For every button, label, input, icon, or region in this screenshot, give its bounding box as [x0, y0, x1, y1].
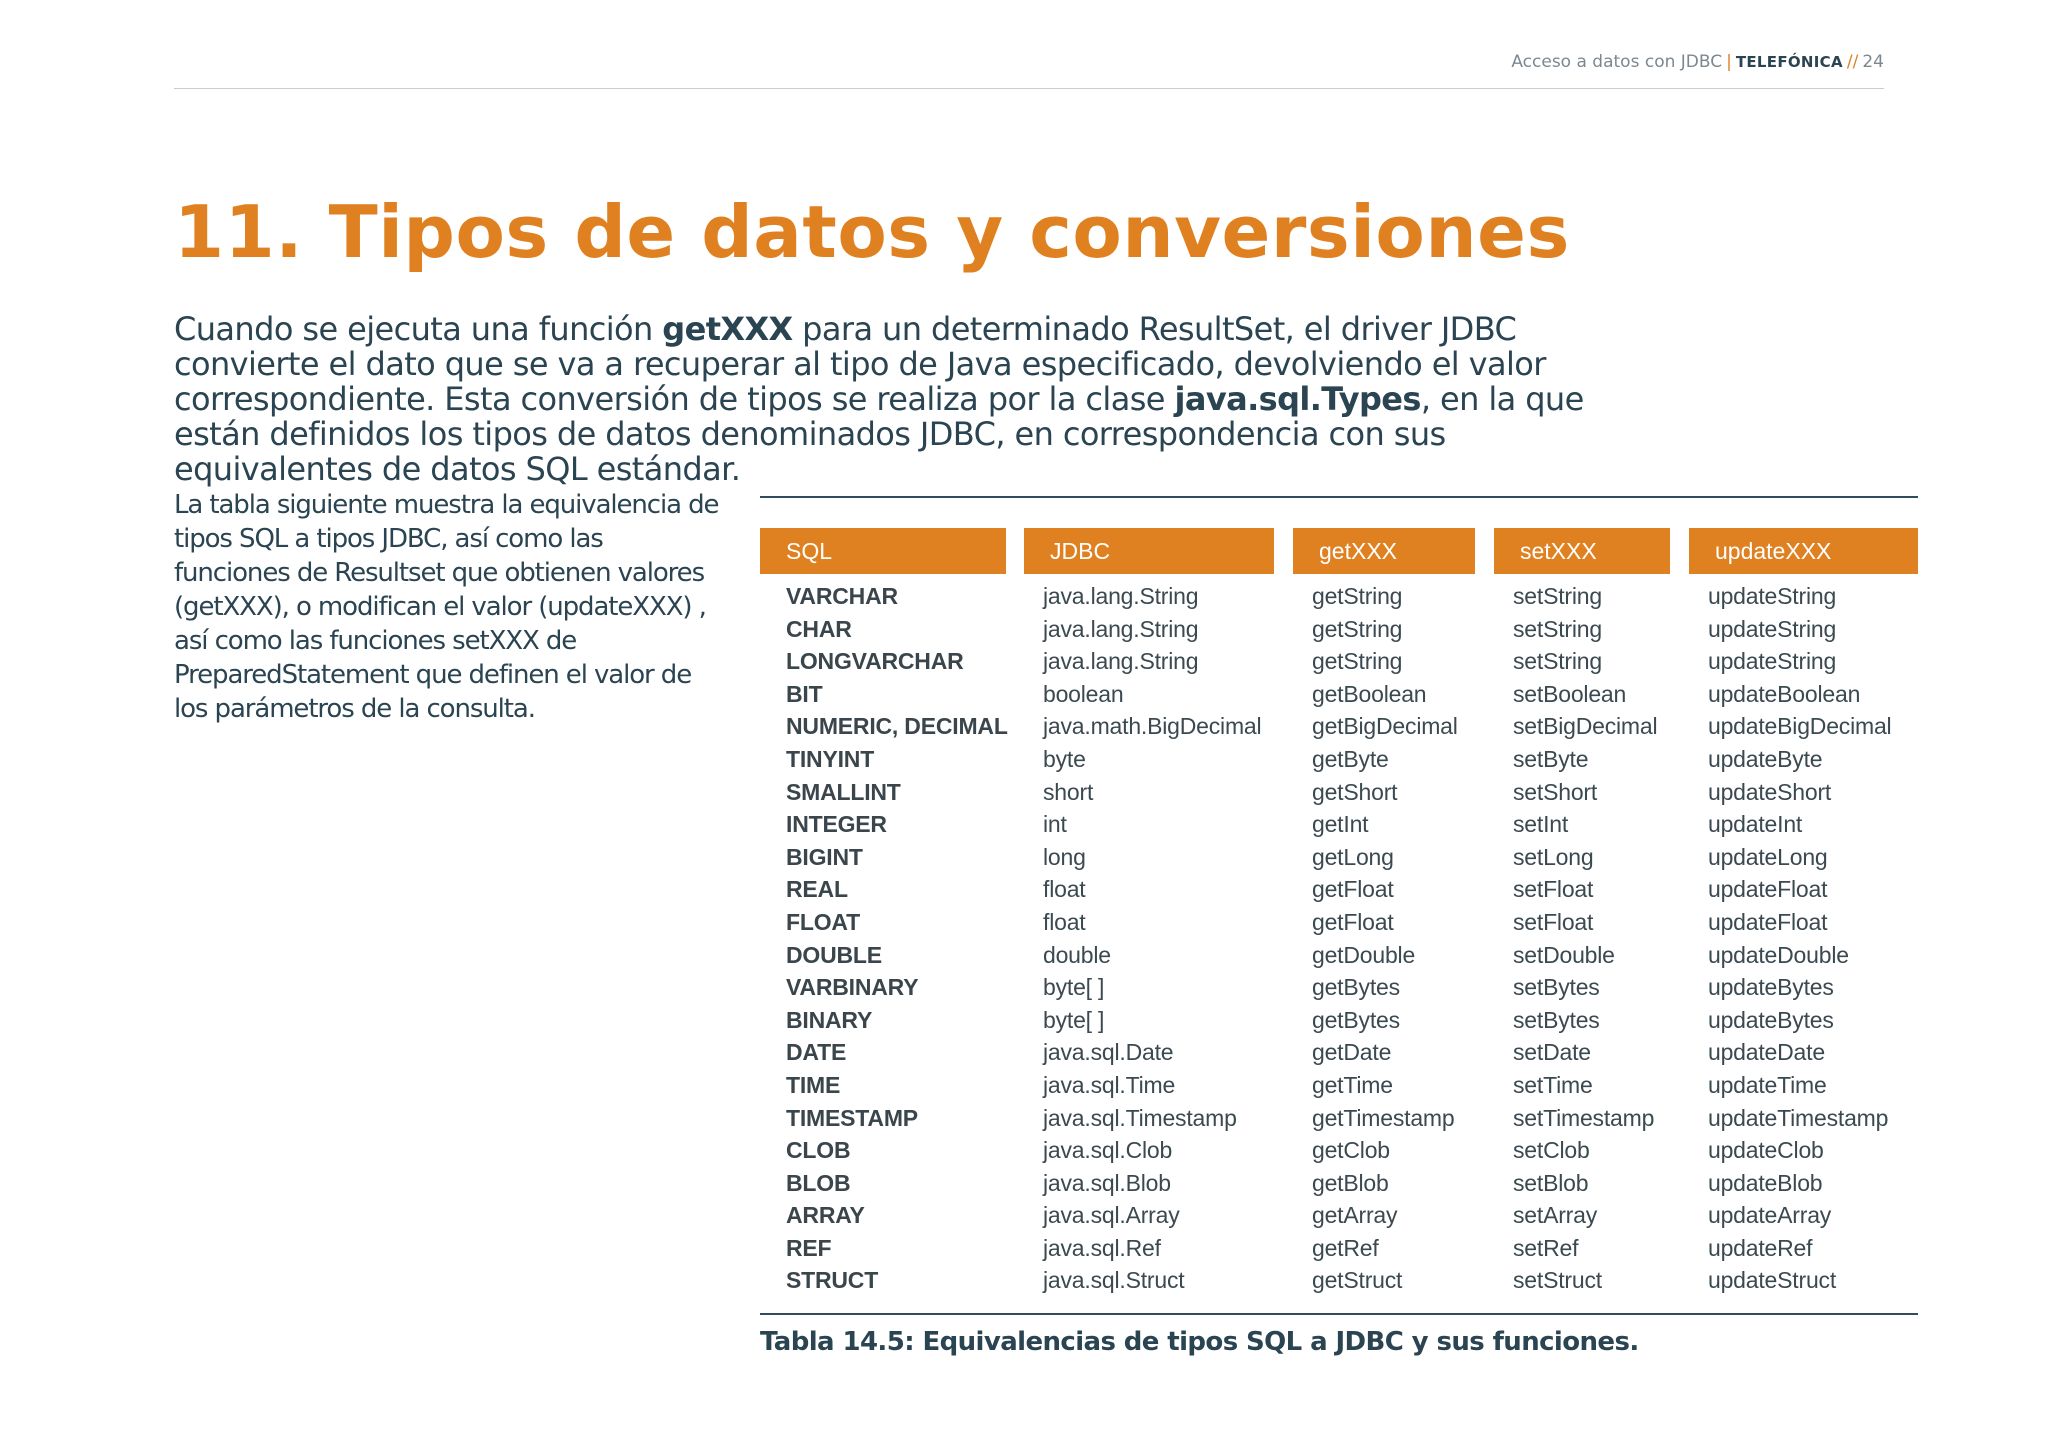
table-cell-update: updateBoolean [1708, 680, 1861, 707]
column-getxxx [1312, 580, 1458, 1297]
table-cell-update: updateStruct [1708, 1267, 1837, 1294]
table-cell-set: setArray [1513, 1202, 1598, 1229]
table-cell-get: getBoolean [1312, 680, 1427, 707]
table-cell-get: getBlob [1312, 1169, 1389, 1196]
table-cell-jdbc: java.math.BigDecimal [1043, 713, 1262, 740]
table-cell-set: setBytes [1513, 1006, 1600, 1033]
table-cell-update: updateBytes [1708, 1006, 1834, 1033]
table-cell-get: getBigDecimal [1312, 713, 1458, 740]
table-cell-jdbc: java.sql.Array [1043, 1202, 1180, 1229]
table-cell-sql: INTEGER [786, 811, 887, 838]
table-cell-set: setDate [1513, 1039, 1591, 1066]
intro-bold-java-sql-types: java.sql.Types [1174, 380, 1421, 418]
table-cell-set: setStruct [1513, 1267, 1602, 1294]
table-cell-get: getTime [1312, 1071, 1393, 1098]
table-cell-update: updateTimestamp [1708, 1104, 1889, 1131]
side-paragraph: La tabla siguiente muestra la equivalencia de tipos SQL a tipos JDBC, así como las funciones de Resultset que obtienen valores (getXXX), o modifican el valor (updateXXX) , así como las funciones setXXX de PreparedStatement que definen el valor de los parámetros de la consulta. [174, 490, 719, 724]
table-cell-update: updateDate [1708, 1039, 1825, 1066]
table-cell-update: updateTime [1708, 1071, 1827, 1098]
table-cell-sql: STRUCT [786, 1267, 879, 1294]
table-cell-get: getLong [1312, 843, 1394, 870]
header-cell-sql: SQL [760, 528, 1006, 574]
table-cell-jdbc: byte[ ] [1043, 1006, 1105, 1033]
table-cell-jdbc: boolean [1043, 680, 1124, 707]
table-cell-sql: SMALLINT [786, 778, 901, 805]
table-cell-jdbc: java.lang.String [1043, 583, 1199, 609]
page-header [174, 48, 1884, 89]
table-cell-update: updateShort [1708, 778, 1832, 805]
column-jdbc [1043, 580, 1261, 1297]
header-doc-title: Acceso a datos con JDBC [1511, 52, 1723, 72]
table-cell-set: setInt [1513, 811, 1569, 838]
table-cell-update: updateString [1708, 583, 1837, 609]
table-cell-update: updateString [1708, 615, 1837, 642]
table-cell-set: setBytes [1513, 974, 1600, 1001]
intro-text-1: Cuando se ejecuta una función [174, 310, 663, 348]
table-cell-update: updateArray [1708, 1202, 1832, 1229]
table-cell-jdbc: short [1043, 778, 1094, 805]
table-cell-sql: LONGVARCHAR [786, 648, 964, 675]
table-cell-get: getBytes [1312, 974, 1400, 1001]
table-cell-get: getClob [1312, 1137, 1390, 1164]
table-cell-sql: BINARY [786, 1006, 873, 1033]
column-sql [786, 580, 1008, 1297]
intro-paragraph [174, 312, 1614, 487]
table-cell-set: setString [1513, 583, 1602, 609]
table-cell-jdbc: java.lang.String [1043, 648, 1199, 675]
intro-bold-getxxx: getXXX [662, 310, 793, 348]
header-cell-updatexxx: updateXXX [1689, 528, 1918, 574]
table-cell-get: getStruct [1312, 1267, 1403, 1294]
table-cell-sql: BIT [786, 680, 823, 707]
table-cell-set: setRef [1513, 1234, 1579, 1261]
table-cell-set: setByte [1513, 745, 1589, 772]
table-cell-get: getString [1312, 615, 1403, 642]
table-cell-sql: DOUBLE [786, 941, 882, 968]
table-cell-get: getShort [1312, 778, 1398, 805]
table-cell-sql: TINYINT [786, 745, 875, 772]
table-cell-jdbc: java.sql.Date [1043, 1039, 1174, 1066]
header-separator: | [1726, 52, 1732, 72]
table-cell-set: setFloat [1513, 908, 1594, 935]
table-cell-sql: BIGINT [786, 843, 863, 870]
table-cell-set: setString [1513, 615, 1602, 642]
table-cell-update: updateBytes [1708, 974, 1834, 1001]
table-cell-get: getRef [1312, 1234, 1379, 1261]
table-cell-jdbc: float [1043, 876, 1086, 903]
table-cell-jdbc: java.sql.Clob [1043, 1137, 1173, 1164]
table-cell-sql: BLOB [786, 1169, 851, 1196]
header-company: TELEFÓNICA [1735, 53, 1843, 71]
table-bottom-rule [760, 1313, 1918, 1315]
header-text [1511, 52, 1884, 72]
table-cell-get: getInt [1312, 811, 1369, 838]
table-cell-update: updateInt [1708, 811, 1803, 838]
table-cell-update: updateBigDecimal [1708, 713, 1892, 740]
table-cell-get: getArray [1312, 1202, 1398, 1229]
table-cell-sql: TIMESTAMP [786, 1104, 918, 1131]
table-cell-get: getDate [1312, 1039, 1392, 1066]
table-cell-sql: DATE [786, 1039, 847, 1066]
table-cell-jdbc: int [1043, 811, 1067, 838]
table-caption: Tabla 14.5: Equivalencias de tipos SQL a JDBC y sus funciones. [760, 1327, 1639, 1357]
table-cell-update: updateFloat [1708, 876, 1828, 903]
table-cell-get: getString [1312, 583, 1403, 609]
header-page-separator: // [1846, 52, 1859, 72]
table-cell-set: setTimestamp [1513, 1104, 1655, 1131]
table-cell-update: updateString [1708, 648, 1837, 675]
table-cell-set: setDouble [1513, 941, 1615, 968]
intro-text-3: , en la que están definidos los tipos de datos denominados JDBC, en correspondencia con sus equivalentes de datos SQL estándar. [174, 380, 1584, 488]
table-cell-update: updateByte [1708, 745, 1823, 772]
table-cell-update: updateDouble [1708, 941, 1849, 968]
table-top-rule [760, 496, 1918, 498]
table-cell-jdbc: java.sql.Blob [1043, 1169, 1171, 1196]
table-cell-sql: REF [786, 1234, 832, 1261]
table-cell-jdbc: byte[ ] [1043, 974, 1105, 1001]
column-updatexxx [1708, 580, 1891, 1297]
table-cell-jdbc: float [1043, 908, 1086, 935]
header-cell-getxxx: getXXX [1293, 528, 1475, 574]
table-cell-sql: ARRAY [786, 1202, 865, 1229]
table-cell-set: setBoolean [1513, 680, 1627, 707]
table-cell-set: setFloat [1513, 876, 1594, 903]
table-cell-jdbc: java.lang.String [1043, 615, 1199, 642]
table-cell-set: setString [1513, 648, 1602, 675]
table-cell-jdbc: long [1043, 843, 1086, 870]
table-cell-jdbc: java.sql.Ref [1043, 1234, 1161, 1261]
table-cell-update: updateFloat [1708, 908, 1828, 935]
table-cell-jdbc: double [1043, 941, 1111, 968]
section-title: 11. Tipos de datos y conversiones [174, 190, 1570, 274]
intro-text-2: para un determinado ResultSet, el driver JDBC convierte el dato que se va a recuperar al tipo de Java especificado, devolviendo el valor correspondiente. Esta conversión de tipos se realiza por la clase [174, 310, 1546, 418]
page-number: 24 [1862, 52, 1884, 72]
table-cell-update: updateBlob [1708, 1169, 1823, 1196]
table-cell-sql: REAL [786, 876, 848, 903]
table-cell-set: setClob [1513, 1137, 1590, 1164]
table-cell-set: setLong [1513, 843, 1594, 870]
table-cell-set: setBlob [1513, 1169, 1589, 1196]
table-cell-jdbc: java.sql.Time [1043, 1071, 1176, 1098]
table-cell-sql: CLOB [786, 1137, 851, 1164]
table-cell-get: getBytes [1312, 1006, 1400, 1033]
table-cell-get: getFloat [1312, 876, 1394, 903]
header-cell-setxxx: setXXX [1494, 528, 1670, 574]
table-cell-sql: FLOAT [786, 908, 860, 935]
table-cell-set: setBigDecimal [1513, 713, 1658, 740]
table-cell-get: getByte [1312, 745, 1389, 772]
table-cell-update: updateRef [1708, 1234, 1813, 1261]
table-cell-jdbc: java.sql.Struct [1043, 1267, 1185, 1294]
table-cell-get: getString [1312, 648, 1403, 675]
table-cell-sql: VARCHAR [786, 583, 898, 609]
table-cell-set: setShort [1513, 778, 1598, 805]
table-cell-get: getTimestamp [1312, 1104, 1455, 1131]
table-cell-sql: CHAR [786, 615, 852, 642]
table-cell-jdbc: java.sql.Timestamp [1043, 1104, 1237, 1131]
table-cell-update: updateClob [1708, 1137, 1824, 1164]
header-cell-jdbc: JDBC [1024, 528, 1274, 574]
table-cell-set: setTime [1513, 1071, 1593, 1098]
table-cell-update: updateLong [1708, 843, 1828, 870]
table-cell-get: getFloat [1312, 908, 1394, 935]
table-cell-jdbc: byte [1043, 745, 1086, 772]
table-cell-sql: VARBINARY [786, 974, 919, 1001]
column-setxxx [1513, 580, 1657, 1297]
table-cell-sql: TIME [786, 1071, 841, 1098]
table-cell-get: getDouble [1312, 941, 1416, 968]
table-cell-sql: NUMERIC, DECIMAL [786, 713, 1008, 740]
